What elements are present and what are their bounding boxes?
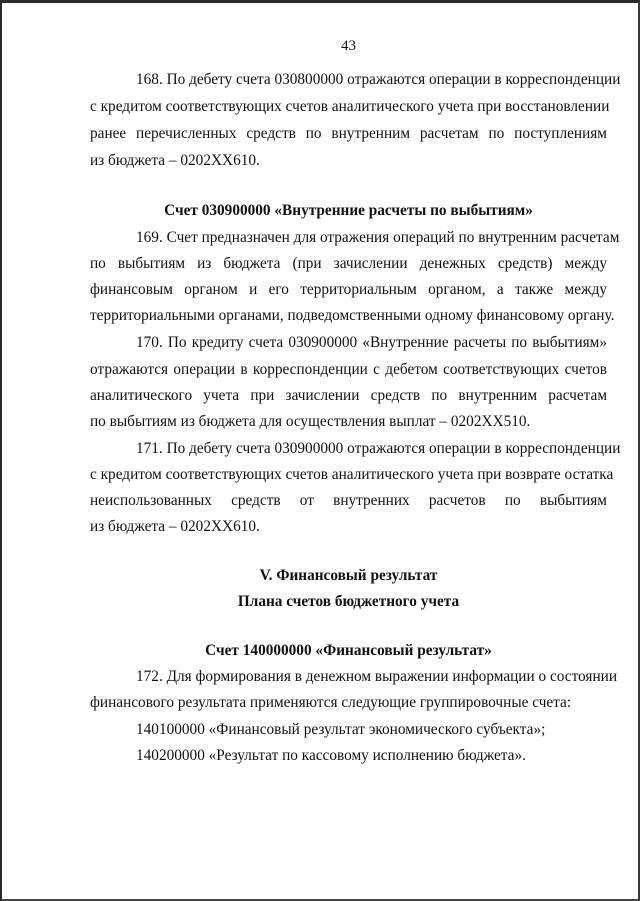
paragraph-170-line-2: отражаются операции в корреспонденции с дебетом соответствующих счетов (90, 361, 607, 378)
list-item-140200000: 140200000 «Результат по кассовому исполнению бюджета». (136, 747, 526, 764)
page-number: 43 (341, 38, 356, 54)
paragraph-168-line-2: с кредитом соответствующих счетов аналитического учета при восстановлении (90, 98, 610, 115)
paragraph-172-line-2: финансового результата применяются следующие группировочные счета: (90, 694, 572, 711)
paragraph-171-line-4: из бюджета – 0202ХХ610. (90, 518, 260, 535)
paragraph-168-line-1: 168. По дебету счета 030800000 отражаются операции в корреспонденции (136, 71, 621, 88)
paragraph-172-line-1: 172. Для формирования в денежном выражении информации о состоянии (136, 668, 618, 685)
heading-account-030900000: Счет 030900000 «Внутренние расчеты по выбытиям» (164, 202, 533, 219)
heading-section-v: V. Финансовый результат (259, 567, 438, 584)
list-item-140100000: 140100000 «Финансовый результат экономического субъекта»; (136, 721, 546, 738)
paragraph-171-line-1: 171. По дебету счета 030900000 отражаются операции в корреспонденции (136, 440, 621, 457)
paragraph-170-line-3: аналитического учета при зачислении средств по внутренним расчетам (90, 387, 607, 404)
paragraph-168-line-4: из бюджета – 0202ХХ610. (90, 152, 260, 169)
paragraph-169-line-3: финансовым органом и его территориальным органом, а также между (90, 281, 607, 298)
heading-account-140000000: Счет 140000000 «Финансовый результат» (205, 642, 492, 659)
heading-section-v-subtitle: Плана счетов бюджетного учета (237, 593, 460, 610)
paragraph-170-line-1: 170. По кредиту счета 030900000 «Внутренние расчеты по выбытиям» (136, 334, 607, 351)
paragraph-169-line-1: 169. Счет предназначен для отражения операций по внутренним расчетам (136, 229, 620, 246)
paragraph-171-line-2: с кредитом соответствующих счетов аналитического учета при возврате остатка (90, 466, 614, 483)
paragraph-170-line-4: по выбытиям из бюджета для осуществления выплат – 0202ХХ510. (90, 413, 531, 430)
paragraph-169-line-4: территориальными органами, подведомственными одному финансовому органу. (90, 307, 615, 324)
paragraph-171-line-3: неиспользованных средств от внутренних расчетов по выбытиям (90, 492, 607, 509)
paragraph-169-line-2: по выбытиям из бюджета (при зачислении денежных средств) между (90, 255, 607, 272)
paragraph-168-line-3: ранее перечисленных средств по внутренним расчетам по поступлениям (90, 125, 607, 142)
